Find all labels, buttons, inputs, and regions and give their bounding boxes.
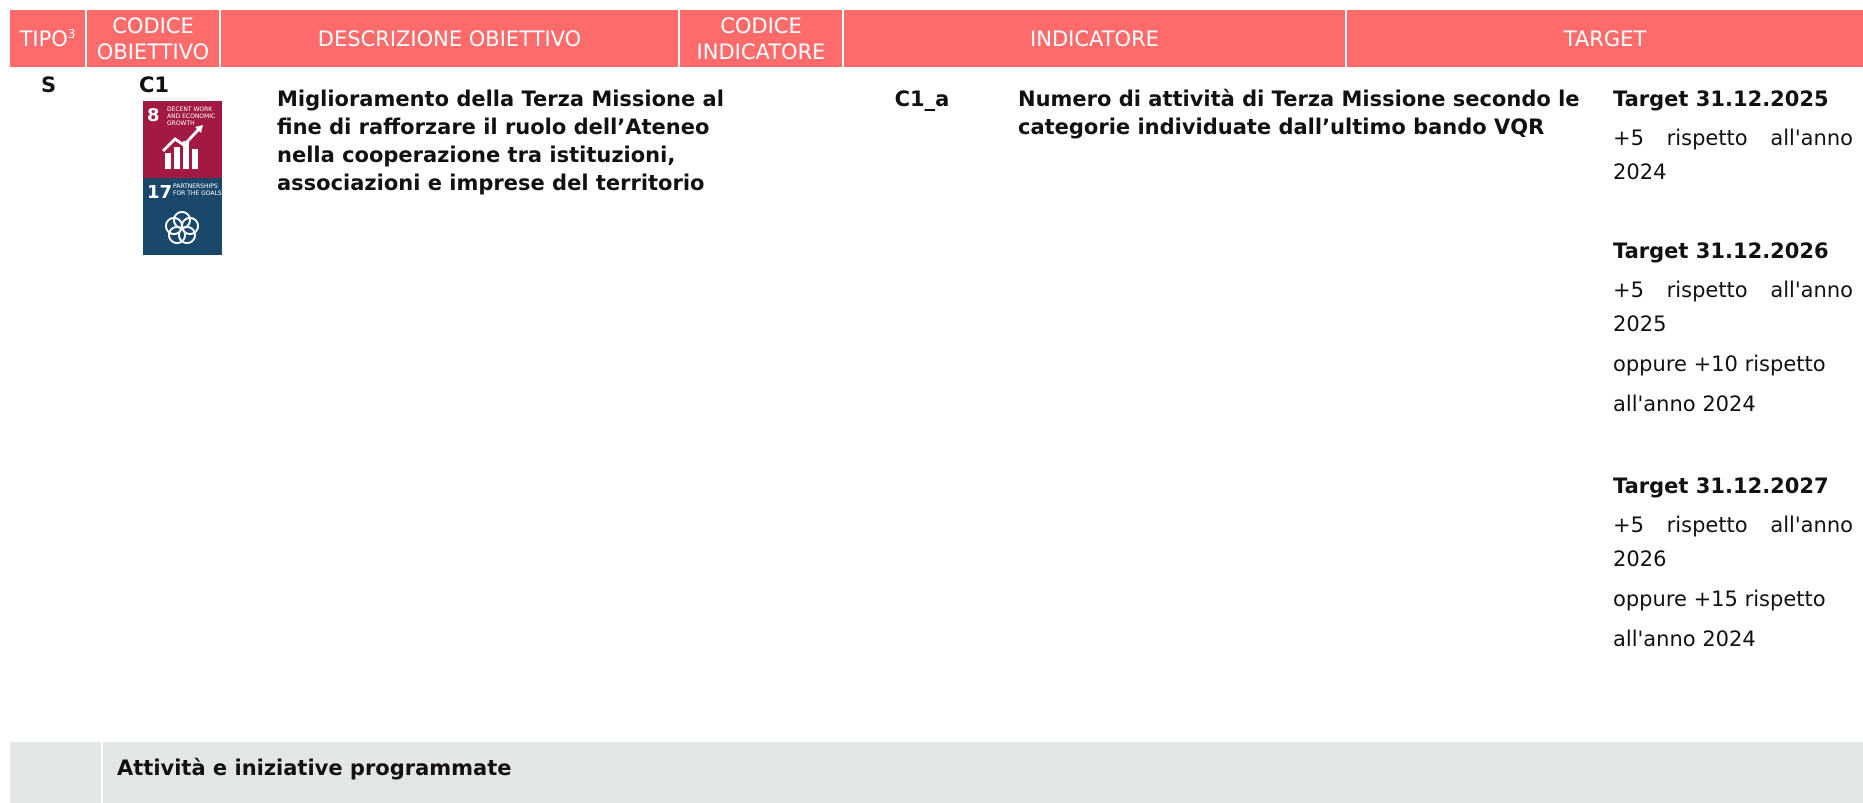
target-word: rispetto <box>1666 278 1748 302</box>
targets-column <box>1613 85 1863 685</box>
row-codice-obiettivo: C1 <box>138 73 170 97</box>
target-alt-line1: oppure +10 rispetto <box>1613 352 1826 376</box>
target-word: all'anno <box>1770 126 1853 150</box>
activities-title: Attività e iniziative programmate <box>117 756 512 780</box>
row-descrizione: Miglioramento della Terza Missione al fine di rafforzare il ruolo dell’Ateneo nella cooperazione tra istituzioni, associazioni e imprese del territorio <box>277 87 724 195</box>
row-indicatore: Numero di attività di Terza Missione secondo le categorie individuate dall’ultimo bando VQR <box>1018 87 1580 139</box>
target-alt-line2: all'anno 2024 <box>1613 392 1756 416</box>
header-tipo-label: TIPO <box>19 26 68 51</box>
header-codice-obiettivo-line1: CODICE <box>112 13 194 38</box>
header-indicatore <box>844 10 1347 67</box>
target-word: all'anno <box>1770 513 1853 537</box>
footnote-marker: 3 <box>67 26 76 41</box>
target-title: Target 31.12.2026 <box>1613 239 1829 263</box>
target-year: 2024 <box>1613 160 1667 184</box>
growth-chart-icon <box>143 101 222 178</box>
partnership-flower-icon <box>143 178 222 255</box>
header-codice-obiettivo-line2: OBIETTIVO <box>96 39 210 64</box>
target-title: Target 31.12.2025 <box>1613 87 1829 111</box>
sdg-8-number: 8 <box>147 105 160 126</box>
target-block-2025 <box>1613 85 1853 189</box>
sdg-8-icon <box>143 101 222 178</box>
row-tipo: S <box>40 73 57 97</box>
sdg-17-icon <box>143 178 222 255</box>
header-codice-indicatore <box>680 10 844 67</box>
header-indicatore-label: INDICATORE <box>1030 26 1159 51</box>
target-word: all'anno <box>1770 278 1853 302</box>
target-main-line <box>1613 508 1853 542</box>
sdg-17-label: PARTNERSHIPS FOR THE GOALS <box>173 183 222 197</box>
target-alt-line1: oppure +15 rispetto <box>1613 587 1826 611</box>
target-delta: +5 <box>1613 278 1644 302</box>
sdg-icons <box>143 101 222 255</box>
header-codice-obiettivo <box>87 10 221 67</box>
target-block-2026 <box>1613 237 1853 421</box>
target-year: 2026 <box>1613 547 1667 571</box>
header-target-label: TARGET <box>1563 26 1647 51</box>
activities-section <box>103 742 1863 803</box>
target-word: rispetto <box>1666 126 1748 150</box>
target-title: Target 31.12.2027 <box>1613 474 1829 498</box>
target-main-line <box>1613 273 1853 307</box>
sdg-17-number: 17 <box>147 182 173 203</box>
target-word: rispetto <box>1666 513 1748 537</box>
header-descrizione-label: DESCRIZIONE OBIETTIVO <box>317 26 582 51</box>
header-codice-indicatore-line1: CODICE <box>720 13 802 38</box>
header-codice-indicatore-line2: INDICATORE <box>696 39 826 64</box>
header-descrizione <box>221 10 680 67</box>
header-tipo <box>10 10 87 67</box>
sdg-8-label: DECENT WORK AND ECONOMIC GROWTH <box>167 106 216 127</box>
target-alt-line2: all'anno 2024 <box>1613 627 1756 651</box>
target-block-2027 <box>1613 472 1853 656</box>
row-codice-indicatore: C1_a <box>894 87 950 111</box>
target-main-line <box>1613 121 1853 155</box>
target-delta: +5 <box>1613 126 1644 150</box>
target-delta: +5 <box>1613 513 1644 537</box>
header-target <box>1347 10 1863 67</box>
target-year: 2025 <box>1613 312 1667 336</box>
footer-spacer-cell <box>10 742 101 803</box>
